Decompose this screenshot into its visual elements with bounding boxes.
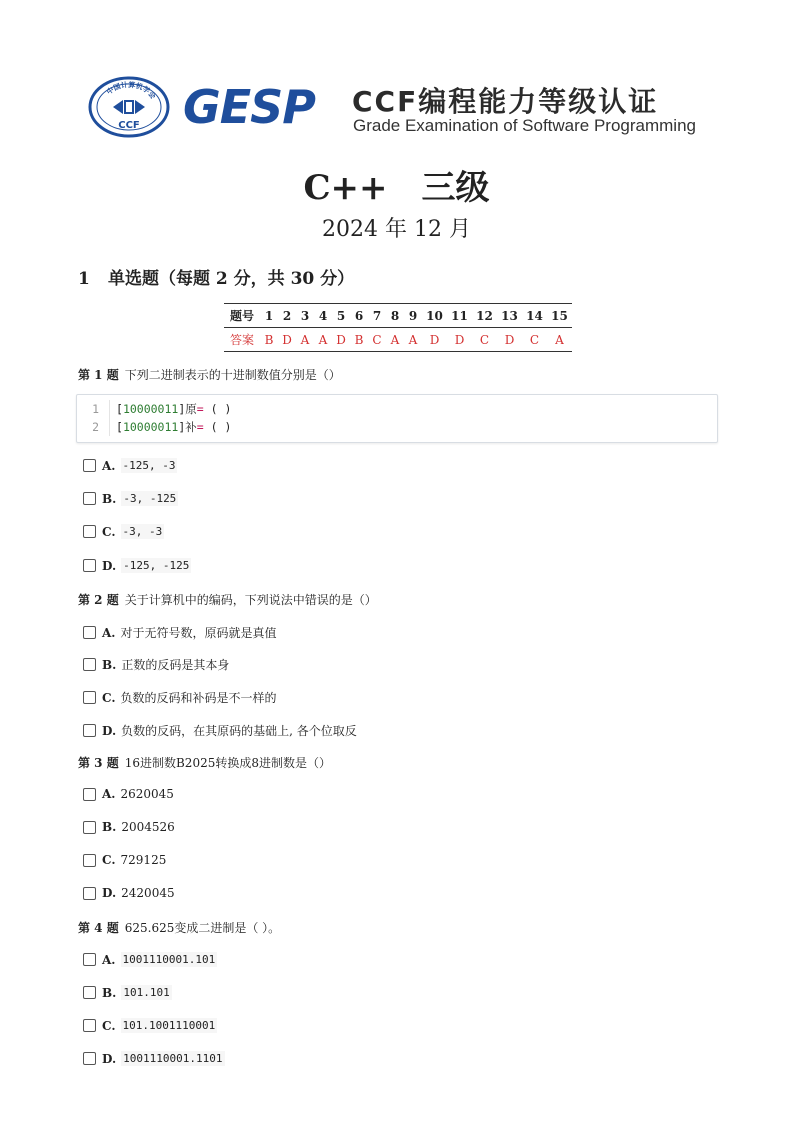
- option-3a[interactable]: [83, 787, 174, 801]
- checkbox-icon[interactable]: [83, 986, 96, 999]
- answer-cell: D: [447, 328, 472, 352]
- code-bracket: ]: [178, 402, 186, 416]
- option-1c[interactable]: [83, 524, 164, 539]
- option-text: -125, -125: [123, 559, 190, 572]
- option-label: B.: [102, 985, 117, 1000]
- option-text: 1001110001.1101: [123, 1052, 223, 1065]
- question-1: [78, 366, 341, 383]
- checkbox-icon[interactable]: [83, 887, 96, 900]
- question-number-cell: 12: [472, 304, 497, 328]
- question-number-cell: 5: [332, 304, 350, 328]
- exam-header: [86, 76, 716, 138]
- option-text: 729125: [120, 853, 167, 867]
- option-text: 负数的反码，在其原码的基础上, 各个位取反: [121, 724, 357, 738]
- option-label: C.: [102, 1018, 116, 1033]
- question-number-cell: 4: [314, 304, 332, 328]
- question-number-cell: 7: [368, 304, 386, 328]
- code-bracket: [: [116, 402, 123, 416]
- option-text: -3, -125: [123, 492, 177, 505]
- question-3: [78, 754, 331, 771]
- option-text: -125, -3: [122, 459, 176, 472]
- answer-cell: C: [472, 328, 497, 352]
- question-number-cell: 10: [422, 304, 447, 328]
- option-text: 1001110001.101: [122, 953, 216, 966]
- question-text: 16进制数B2025转换成8进制数是（）: [124, 756, 331, 770]
- code-operator: =: [196, 420, 204, 434]
- answer-cell: C: [368, 328, 386, 352]
- option-text: 2420045: [121, 886, 175, 900]
- option-text: 101.101: [123, 986, 170, 999]
- checkbox-icon[interactable]: [83, 525, 96, 538]
- question-text: 下列二进制表示的十进制数值分别是（）: [124, 368, 341, 382]
- checkbox-icon[interactable]: [83, 854, 96, 867]
- question-number: 第 2 题: [78, 593, 119, 607]
- code-line: [77, 418, 231, 436]
- option-label: D.: [102, 558, 117, 573]
- row-label: 题号: [224, 304, 260, 328]
- question-number-cell: 11: [447, 304, 472, 328]
- checkbox-icon[interactable]: [83, 788, 96, 801]
- answer-cell: B: [350, 328, 368, 352]
- document-date: 2024 年 12 月: [322, 217, 471, 242]
- question-number-cell: 2: [278, 304, 296, 328]
- checkbox-icon[interactable]: [83, 691, 96, 704]
- checkbox-icon[interactable]: [83, 459, 96, 472]
- question-number-cell: 6: [350, 304, 368, 328]
- option-text: 2004526: [121, 820, 175, 834]
- question-text: 关于计算机中的编码，下列说法中错误的是（）: [124, 593, 377, 607]
- answer-cell: D: [278, 328, 296, 352]
- checkbox-icon[interactable]: [83, 821, 96, 834]
- option-text: 负数的反码和补码是不一样的: [120, 691, 277, 705]
- question-number-cell: 13: [497, 304, 522, 328]
- option-label: A.: [102, 458, 116, 473]
- option-2b[interactable]: [83, 656, 229, 673]
- question-number-cell: 8: [386, 304, 404, 328]
- checkbox-icon[interactable]: [83, 953, 96, 966]
- answer-table: [224, 303, 572, 352]
- option-label: A.: [102, 787, 116, 801]
- option-label: D.: [102, 723, 117, 738]
- question-number: 第 3 题: [78, 756, 119, 770]
- code-bracket: [: [116, 420, 123, 434]
- answer-cell: A: [386, 328, 404, 352]
- answer-table-number-row: [224, 304, 572, 328]
- question-number-cell: 1: [260, 304, 278, 328]
- section-title: 单选题（每题 2 分，共 30 分）: [108, 269, 355, 289]
- option-label: A.: [102, 625, 116, 640]
- code-number: 10000011: [122, 402, 179, 416]
- header-title: CCF编程能力等级认证: [352, 85, 659, 118]
- option-1a[interactable]: [83, 458, 177, 473]
- question-number: 第 1 题: [78, 368, 119, 382]
- answer-label: 答案: [224, 328, 260, 352]
- question-number: 第 4 题: [78, 921, 119, 935]
- option-text: -3, -3: [122, 525, 163, 538]
- checkbox-icon[interactable]: [83, 1019, 96, 1032]
- option-label: D.: [102, 886, 117, 900]
- seal-text: 中国计算机学会: [105, 80, 157, 101]
- checkbox-icon[interactable]: [83, 626, 96, 639]
- answer-cell: A: [547, 328, 572, 352]
- checkbox-icon[interactable]: [83, 559, 96, 572]
- option-3c[interactable]: [83, 853, 166, 867]
- document-title: C++ 三级: [303, 168, 490, 208]
- option-2d[interactable]: [83, 722, 357, 739]
- option-label: C.: [102, 853, 116, 867]
- option-text: 对于无符号数，原码就是真值: [120, 626, 277, 640]
- answer-cell: D: [332, 328, 350, 352]
- answer-cell: B: [260, 328, 278, 352]
- gesp-logo: GESP: [183, 80, 316, 134]
- question-number-cell: 15: [547, 304, 572, 328]
- option-text: 2620045: [120, 787, 174, 801]
- answer-cell: A: [404, 328, 422, 352]
- answer-table-answer-row: [224, 328, 572, 352]
- checkbox-icon[interactable]: [83, 658, 96, 671]
- ccf-seal-logo: [88, 76, 170, 138]
- seal-abbr: CCF: [118, 120, 140, 131]
- question-number-cell: 14: [522, 304, 547, 328]
- option-label: B.: [102, 820, 117, 834]
- option-4d[interactable]: [83, 1051, 225, 1066]
- question-4: [78, 919, 280, 936]
- checkbox-icon[interactable]: [83, 1052, 96, 1065]
- option-3b[interactable]: [83, 820, 175, 834]
- option-1b[interactable]: [83, 491, 178, 506]
- option-label: C.: [102, 690, 116, 705]
- option-4b[interactable]: [83, 985, 172, 1000]
- code-block: [76, 394, 718, 443]
- option-label: C.: [102, 524, 116, 539]
- question-number-cell: 3: [296, 304, 314, 328]
- code-rest: ( ): [203, 402, 232, 416]
- answer-cell: A: [314, 328, 332, 352]
- option-2a[interactable]: [83, 624, 277, 641]
- code-line: [77, 400, 231, 418]
- line-number: 2: [77, 418, 110, 436]
- answer-cell: D: [497, 328, 522, 352]
- line-number: 1: [77, 400, 110, 418]
- option-1d[interactable]: [83, 558, 191, 573]
- option-4a[interactable]: [83, 952, 217, 967]
- option-label: D.: [102, 1051, 117, 1066]
- checkbox-icon[interactable]: [83, 724, 96, 737]
- question-text: 625.625变成二进制是（ ）。: [124, 921, 281, 935]
- option-label: B.: [102, 657, 117, 672]
- code-number: 10000011: [122, 420, 179, 434]
- header-subtitle: Grade Examination of Software Programming: [353, 116, 696, 135]
- option-text: 正数的反码是其本身: [121, 658, 230, 672]
- option-text: 101.1001110001: [122, 1019, 216, 1032]
- section-number: 1: [78, 269, 90, 289]
- code-rest: ( ): [203, 420, 232, 434]
- code-word: 原: [185, 402, 197, 416]
- question-2: [78, 591, 377, 608]
- code-operator: =: [196, 402, 204, 416]
- option-4c[interactable]: [83, 1018, 217, 1033]
- question-number-cell: 9: [404, 304, 422, 328]
- answer-cell: D: [422, 328, 447, 352]
- option-label: A.: [102, 952, 116, 967]
- checkbox-icon[interactable]: [83, 492, 96, 505]
- answer-cell: A: [296, 328, 314, 352]
- section-heading: [78, 264, 354, 289]
- answer-cell: C: [522, 328, 547, 352]
- code-word: 补: [185, 420, 197, 434]
- option-2c[interactable]: [83, 689, 277, 706]
- option-3d[interactable]: [83, 886, 175, 900]
- code-bracket: ]: [178, 420, 186, 434]
- option-label: B.: [102, 491, 117, 506]
